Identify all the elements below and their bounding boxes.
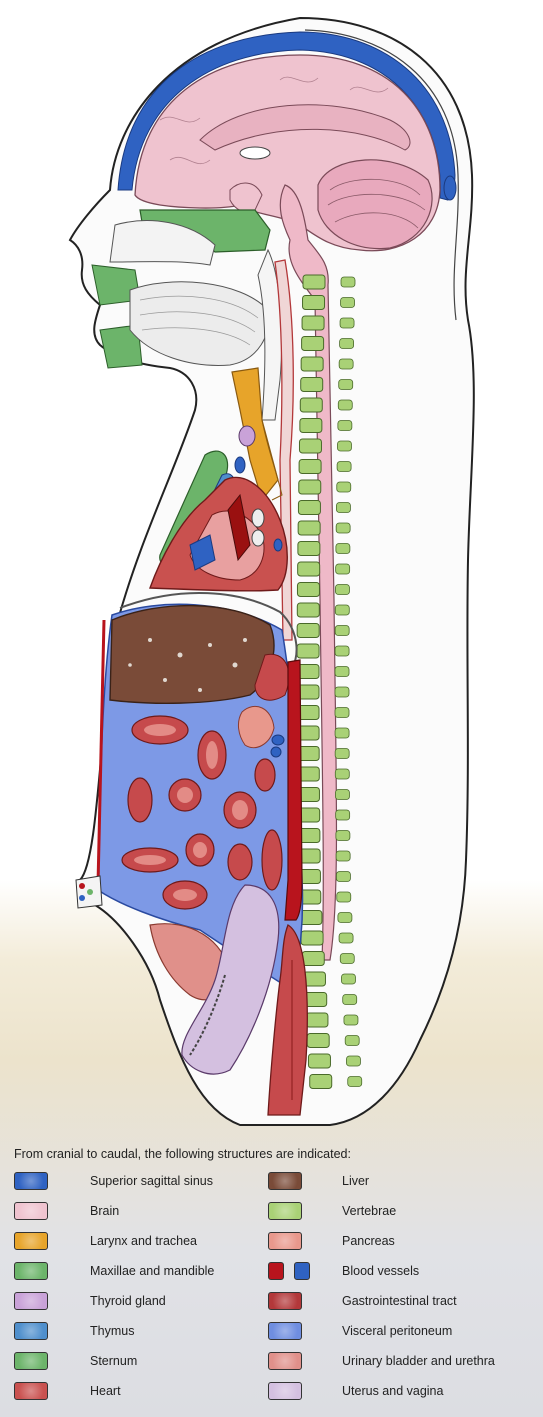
legend-label: Pancreas [342, 1234, 395, 1248]
legend-label: Gastrointestinal tract [342, 1294, 457, 1308]
spinous-process [339, 933, 353, 943]
vertebra [300, 419, 322, 433]
spinous-process [335, 728, 349, 738]
cerebellum [318, 160, 432, 249]
spinous-process [339, 359, 353, 369]
vertebra [302, 337, 324, 351]
swatch-liver [268, 1172, 302, 1190]
legend-item [14, 1232, 254, 1250]
spinous-process [339, 380, 353, 390]
spinous-process [336, 851, 350, 861]
swatch-heart [14, 1382, 48, 1400]
legend-item [14, 1292, 254, 1310]
legend-label: Brain [90, 1204, 120, 1218]
spinous-process [335, 769, 349, 779]
swatch-thyroid [14, 1292, 48, 1310]
legend-item [268, 1322, 538, 1340]
swatch-blood-vessels-2 [294, 1262, 310, 1280]
spinous-process [336, 564, 350, 574]
legend-item [268, 1382, 538, 1400]
legend-label: Urinary bladder and urethra [342, 1354, 495, 1368]
spinous-process [335, 749, 349, 759]
spinous-process [345, 1036, 359, 1046]
vertebra [310, 1075, 332, 1089]
spinous-process [335, 708, 349, 718]
legend-item [268, 1292, 538, 1310]
legend-label: Thyroid gland [90, 1294, 166, 1308]
vertebra [299, 439, 321, 453]
vertebra [302, 952, 324, 966]
spinous-process [336, 831, 350, 841]
spinous-process [346, 1056, 360, 1066]
vertebra [303, 275, 325, 289]
vertebra [299, 480, 321, 494]
legend-label: Blood vessels [342, 1264, 420, 1278]
legend-item [14, 1262, 254, 1280]
swatch-blood-vessels-1 [268, 1262, 284, 1280]
vertebra [297, 583, 319, 597]
legend-item [14, 1322, 254, 1340]
legend-item [268, 1172, 538, 1190]
legend-label: Thymus [90, 1324, 135, 1338]
legend-item [268, 1262, 538, 1280]
legend-label: Maxillae and mandible [90, 1264, 215, 1278]
vertebra [298, 562, 320, 576]
vertebra [308, 1054, 330, 1068]
vertebra [300, 398, 322, 412]
spinous-process [338, 421, 352, 431]
spinous-process [337, 441, 351, 451]
spinous-process [340, 339, 354, 349]
legend-label: Larynx and trachea [90, 1234, 198, 1248]
vertebra [302, 316, 324, 330]
swatch-larynx [14, 1232, 48, 1250]
spinous-process [336, 544, 350, 554]
spinous-process [341, 277, 355, 287]
legend-label: Uterus and vagina [342, 1384, 444, 1398]
legend-label: Visceral peritoneum [342, 1324, 453, 1338]
legend-item [14, 1202, 254, 1220]
spinous-process [336, 872, 350, 882]
swatch-maxillae [14, 1262, 48, 1280]
swatch-urinary-bladder [268, 1352, 302, 1370]
spinous-process [343, 995, 357, 1005]
spinous-process [348, 1077, 362, 1087]
vertebra [298, 542, 320, 556]
vertebra [297, 644, 319, 658]
spinous-process [335, 646, 349, 656]
swatch-gi-tract [268, 1292, 302, 1310]
vertebra [307, 1034, 329, 1048]
liver [110, 606, 274, 704]
legend-item [268, 1232, 538, 1250]
swatch-thymus [14, 1322, 48, 1340]
spinous-process [341, 298, 355, 308]
vertebra [301, 357, 323, 371]
spinous-process [338, 913, 352, 923]
spinous-process [337, 892, 351, 902]
vertebra [298, 501, 320, 515]
sinus-confluence [444, 176, 456, 200]
spinous-process [335, 687, 349, 697]
spinous-process [335, 585, 349, 595]
swatch-brain [14, 1202, 48, 1220]
vertebra [303, 296, 325, 310]
spinous-process [336, 503, 350, 513]
swatch-sternum [14, 1352, 48, 1370]
vertebra [301, 931, 323, 945]
legend-label: Liver [342, 1174, 370, 1188]
spinous-process [341, 974, 355, 984]
legend-label: Sternum [90, 1354, 138, 1368]
legend-item [268, 1352, 538, 1370]
spinous-process [337, 462, 351, 472]
legend-label: Heart [90, 1384, 121, 1398]
spinous-process [338, 400, 352, 410]
vertebra [306, 1013, 328, 1027]
spinous-process [336, 523, 350, 533]
legend-item [14, 1172, 254, 1190]
legend-item [14, 1352, 254, 1370]
ventricle [240, 147, 270, 159]
spinous-process [344, 1015, 358, 1025]
thyroid-gland [239, 426, 255, 446]
legend-label: Superior sagittal sinus [90, 1174, 213, 1188]
spinous-process [335, 667, 349, 677]
swatch-uterus [268, 1382, 302, 1400]
spinous-process [335, 605, 349, 615]
spinous-process [335, 626, 349, 636]
legend-label: Vertebrae [342, 1204, 397, 1218]
vertebra [305, 993, 327, 1007]
legend-intro: From cranial to caudal, the following structures are indicated: [14, 1147, 351, 1161]
spinous-process [335, 790, 349, 800]
vertebra [301, 378, 323, 392]
swatch-superior-sagittal-sinus [14, 1172, 48, 1190]
aorta [285, 660, 302, 920]
spinous-process [337, 482, 351, 492]
vertebra [298, 521, 320, 535]
vertebra [297, 603, 319, 617]
vertebra [299, 460, 321, 474]
vertebra [297, 624, 319, 638]
swatch-visceral-peritoneum [268, 1322, 302, 1340]
spinous-process [336, 810, 350, 820]
legend-item [268, 1202, 538, 1220]
legend-item [14, 1382, 254, 1400]
spinous-process [340, 954, 354, 964]
swatch-pancreas [268, 1232, 302, 1250]
spinous-process [340, 318, 354, 328]
swatch-vertebrae [268, 1202, 302, 1220]
